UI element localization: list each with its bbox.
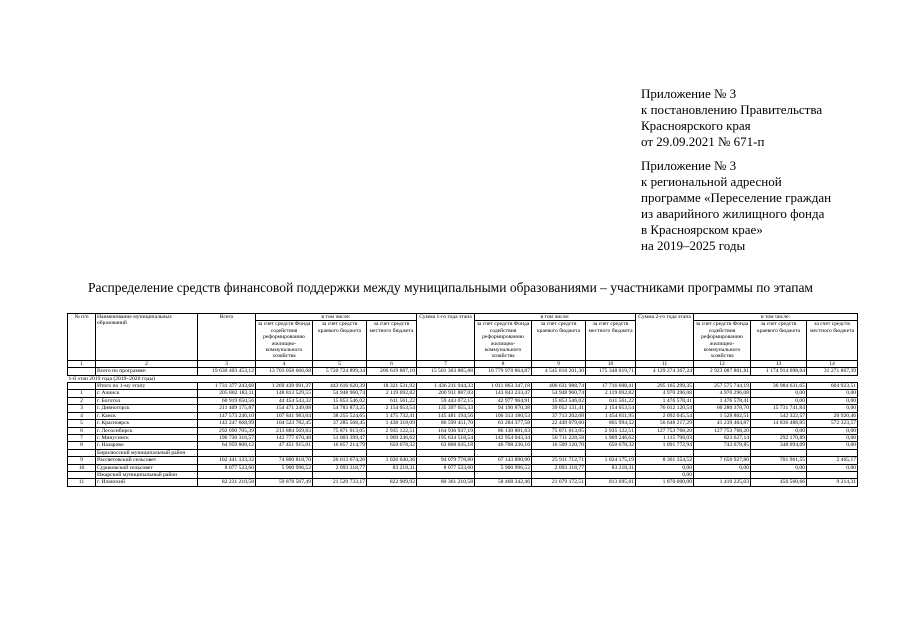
amount-cell: 5 720 724 899,34 (313, 368, 367, 375)
amount-cell: 20 920,46 (807, 412, 858, 419)
amount-cell: 0,00 (807, 464, 858, 471)
amount-cell: 9 214,31 (807, 479, 858, 486)
amount-cell (256, 471, 313, 478)
amount-cell: 295 165 299,35 (636, 383, 694, 390)
header-line: программе «Переселение граждан (641, 190, 832, 205)
row-number-cell: 10 (68, 464, 96, 471)
amount-cell: 611 561,22 (367, 397, 417, 404)
header-line: от 29.09.2021 № 671-п (641, 134, 765, 149)
amount-cell: 542 322,57 (751, 412, 807, 419)
amount-cell: 38 255 524,65 (313, 412, 367, 419)
table-row (68, 471, 858, 478)
amount-cell: 1 024 175,19 (586, 457, 636, 464)
amount-cell: 1 091 772,94 (636, 442, 694, 449)
amount-cell: 701 961,55 (751, 457, 807, 464)
amount-cell: 127 753 768,20 (694, 427, 751, 434)
amount-cell: 1 269 439 091,37 (256, 383, 313, 390)
program-total-row (68, 368, 858, 375)
col-header-fund: за счет средств Фонда содействия реформированию жилищно-коммунального хозяйства (256, 321, 313, 360)
amount-cell: 0,00 (751, 397, 807, 404)
table-row (68, 390, 858, 397)
column-index-cell: 14 (807, 360, 858, 367)
municipality-name-cell: г. Минусинск (96, 434, 198, 441)
column-index-cell: 13 (751, 360, 807, 367)
column-index-cell: 3 (198, 360, 256, 367)
amount-cell: 17 716 608,41 (586, 383, 636, 390)
amount-cell: 21 079 172,51 (532, 479, 586, 486)
municipality-name-cell: г. Лесосибирск (96, 427, 198, 434)
municipality-name-cell: г. Канск (96, 412, 198, 419)
amount-cell: 16 857 214,79 (313, 442, 367, 449)
amount-cell: 2 923 087 801,81 (694, 368, 751, 375)
col-header-including: в том числе: (256, 314, 417, 321)
stage-row (68, 375, 858, 382)
col-header-including: в том числе: (694, 314, 858, 321)
municipality-name-cell: г. Иланский (96, 479, 198, 486)
amount-cell: 213 884 569,83 (256, 427, 313, 434)
header-line: к региональной адресной (641, 174, 782, 189)
amount-cell: 75 871 013,05 (532, 427, 586, 434)
amount-cell: 104 523 782,45 (256, 420, 313, 427)
amount-cell: 650 678,32 (367, 442, 417, 449)
amount-cell (751, 471, 807, 478)
row-number-cell: 7 (68, 434, 96, 441)
table-row (68, 412, 858, 419)
amount-cell: 54 783 873,25 (313, 405, 367, 412)
col-header-year2-sum: Сумма 2-го года этапа (636, 314, 694, 361)
amount-cell: 154 471 249,08 (256, 405, 313, 412)
municipality-name-cell: Суриковский сельсовет (96, 464, 198, 471)
col-header-region: за счет средств краевого бюджета (532, 321, 586, 360)
col-header-local: за счет средств местного бюджета (807, 321, 858, 360)
amount-cell: 59 443 072,15 (417, 397, 475, 404)
table-row (68, 479, 858, 486)
header-line: из аварийного жилищного фонда (641, 206, 825, 221)
amount-cell: 195 634 518,54 (417, 434, 475, 441)
amount-cell: 1 011 863 347,18 (475, 383, 532, 390)
amount-cell: 822 909,92 (367, 479, 417, 486)
amount-cell (313, 449, 367, 456)
municipality-name-cell: г. Боготол (96, 397, 198, 404)
col-header-fund: за счет средств Фонда содействия реформированию жилищно-коммунального хозяйства (475, 321, 532, 360)
table-row (68, 449, 858, 456)
amount-cell: 2 935 122,51 (367, 427, 417, 434)
amount-cell: 0,00 (751, 427, 807, 434)
amount-cell: 443 616 620,39 (313, 383, 367, 390)
amount-cell (694, 449, 751, 456)
amount-cell: 19 630 403 453,12 (198, 368, 256, 375)
amount-cell: 86 599 451,70 (417, 420, 475, 427)
amount-cell: 813 695,61 (586, 479, 636, 486)
amount-cell: 18 321 531,92 (367, 383, 417, 390)
amount-cell: 1 174 914 698,04 (751, 368, 807, 375)
amount-cell: 31 271 867,39 (807, 368, 858, 375)
amount-cell: 572 323,57 (807, 420, 858, 427)
amount-cell: 76 012 120,54 (636, 405, 694, 412)
amount-cell (198, 449, 256, 456)
amount-cell: 0,00 (636, 464, 694, 471)
amount-cell: 8 361 354,52 (636, 457, 694, 464)
amount-cell (532, 471, 586, 478)
amount-cell: 211 409 175,87 (198, 405, 256, 412)
amount-cell: 80 361 210,58 (417, 479, 475, 486)
column-index-row (68, 360, 858, 367)
amount-cell: 142 954 043,34 (475, 434, 532, 441)
amount-cell: 865 994,52 (586, 420, 636, 427)
amount-cell: 2 465,17 (807, 457, 858, 464)
amount-cell: 205 882 183,11 (198, 390, 256, 397)
amount-cell: 83 218,31 (586, 464, 636, 471)
amount-cell: 46 708 236,16 (475, 442, 532, 449)
amount-cell: 67 143 890,90 (475, 457, 532, 464)
amount-cell: 102 441 133,32 (198, 457, 256, 464)
amount-cell (636, 449, 694, 456)
amount-cell: 50 711 228,58 (532, 434, 586, 441)
column-index-cell: 9 (532, 360, 586, 367)
municipality-name-cell: Итого по 1-му этапу (96, 383, 198, 390)
appendix-header-program (641, 158, 896, 254)
table-row (68, 383, 858, 390)
municipality-name-cell: г. Назарово (96, 442, 198, 449)
amount-cell: 148 813 529,55 (256, 390, 313, 397)
amount-cell: 54 948 960,74 (313, 390, 367, 397)
header-line: Приложение № 3 (641, 158, 737, 173)
amount-cell (475, 471, 532, 478)
amount-cell: 1 528 802,51 (694, 412, 751, 419)
amount-cell: 22 449 079,60 (532, 420, 586, 427)
header-line: Красноярского края (641, 118, 751, 133)
amount-cell: 7 656 927,80 (694, 457, 751, 464)
amount-cell: 1 438 318,09 (367, 420, 417, 427)
amount-cell: 15 853 546,02 (532, 397, 586, 404)
row-number-cell: 3 (68, 405, 96, 412)
row-number-cell: 11 (68, 479, 96, 486)
row-number-cell: 4 (68, 412, 96, 419)
amount-cell: 1 475 732,41 (367, 412, 417, 419)
amount-cell: 0,00 (807, 442, 858, 449)
amount-cell: 44 454 543,32 (256, 397, 313, 404)
amount-cell: 175 348 019,71 (586, 368, 636, 375)
row-number-cell: 9 (68, 457, 96, 464)
amount-cell: 292 690 705,39 (198, 427, 256, 434)
amount-cell: 1 969 246,62 (586, 434, 636, 441)
col-header-including: в том числе: (475, 314, 636, 321)
amount-cell: 16 509 120,70 (532, 442, 586, 449)
amount-cell: 14 836 488,85 (751, 420, 807, 427)
amount-cell: 0,00 (751, 390, 807, 397)
table-row (68, 427, 858, 434)
amount-cell: 60 919 650,56 (198, 397, 256, 404)
amount-cell (367, 449, 417, 456)
amount-cell: 21 529 733,17 (313, 479, 367, 486)
amount-cell: 0,00 (807, 405, 858, 412)
amount-cell: 106 313 180,53 (475, 412, 532, 419)
amount-cell: 257 575 744,19 (694, 383, 751, 390)
row-number-cell: 6 (68, 427, 96, 434)
table-body (68, 360, 858, 486)
municipality-name-cell: Бирилюсский муниципальный район (96, 449, 198, 456)
amount-cell: 200 911 887,03 (417, 390, 475, 397)
col-header-year1-sum: Сумма 1-го года этапа (417, 314, 475, 361)
amount-cell: 143 247 668,99 (198, 420, 256, 427)
amount-cell: 54 948 960,74 (532, 390, 586, 397)
amount-cell: 611 561,22 (586, 397, 636, 404)
amount-cell (417, 449, 475, 456)
amount-cell (256, 449, 313, 456)
amount-cell: 143 843 233,47 (475, 390, 532, 397)
amount-cell: 60 280 378,70 (694, 405, 751, 412)
amount-cell: 47 451 915,01 (256, 442, 313, 449)
amount-cell (475, 449, 532, 456)
amount-cell: 5 900 996,52 (256, 464, 313, 471)
amount-cell: 15 853 546,02 (313, 397, 367, 404)
col-header-local: за счет средств местного бюджета (586, 321, 636, 360)
amount-cell: 4 970 296,08 (694, 390, 751, 397)
amount-cell: 107 841 983,04 (256, 412, 313, 419)
table-head (68, 314, 858, 361)
amount-cell: 604 923,51 (807, 383, 858, 390)
amount-cell: 650 678,32 (586, 442, 636, 449)
table-row (68, 405, 858, 412)
amount-cell: 36 984 631,65 (751, 383, 807, 390)
amount-cell: 0,00 (751, 464, 807, 471)
column-index-cell: 8 (475, 360, 532, 367)
amount-cell (367, 471, 417, 478)
amount-cell (586, 449, 636, 456)
amount-cell: 1 410 225,03 (694, 479, 751, 486)
amount-cell: 1 026 640,36 (367, 457, 417, 464)
amount-cell: 2 093 318,77 (313, 464, 367, 471)
amount-cell: 2 119 692,82 (367, 390, 417, 397)
amount-cell: 1 870 000,00 (636, 479, 694, 486)
header-line: Приложение № 3 (641, 86, 737, 101)
amount-cell (586, 471, 636, 478)
row-number-cell (68, 449, 96, 456)
amount-cell: 15 501 303 885,88 (417, 368, 475, 375)
header-line: в Красноярском крае» (641, 222, 763, 237)
col-header-total: Всего (198, 314, 256, 361)
table-row (68, 464, 858, 471)
municipality-name-cell: г. Красноярск (96, 420, 198, 427)
amount-cell: 292 170,89 (751, 434, 807, 441)
appendix-header-government-decree (641, 86, 896, 150)
row-number-cell (68, 471, 96, 478)
distribution-table (67, 313, 858, 487)
amount-cell: 83 218,31 (367, 464, 417, 471)
amount-cell: 5 900 996,52 (475, 464, 532, 471)
amount-cell: 51 003 399,47 (313, 434, 367, 441)
column-index-cell: 10 (586, 360, 636, 367)
amount-cell: 0,00 (807, 427, 858, 434)
amount-cell (807, 471, 858, 478)
col-header-number: № п/п (68, 314, 96, 361)
amount-cell: 42 977 964,91 (475, 397, 532, 404)
amount-cell: 1 731 377 243,68 (198, 383, 256, 390)
document-title: Распределение средств финансовой поддержки между муниципальными образованиями – участниками программы по этапам (88, 280, 813, 295)
amount-cell: 0,00 (807, 434, 858, 441)
table-row (68, 457, 858, 464)
col-header-local: за счет средств местного бюджета (367, 321, 417, 360)
row-number-cell (68, 383, 96, 390)
table-row (68, 442, 858, 449)
amount-cell: 0,00 (694, 464, 751, 471)
row-number-cell: 5 (68, 420, 96, 427)
amount-cell: 147 573 240,10 (198, 412, 256, 419)
amount-cell: 145 481 194,56 (417, 412, 475, 419)
amount-cell: 26 613 674,26 (313, 457, 367, 464)
amount-cell: 4 545 810 201,30 (532, 368, 586, 375)
row-number-cell: 1 (68, 390, 96, 397)
column-index-cell: 2 (96, 360, 198, 367)
row-number-cell: 8 (68, 442, 96, 449)
amount-cell: 1 454 811,95 (586, 412, 636, 419)
amount-cell: 206 619 887,10 (367, 368, 417, 375)
amount-cell: 64 959 808,12 (198, 442, 256, 449)
amount-cell: 743 678,85 (694, 442, 751, 449)
amount-cell: 63 868 035,18 (417, 442, 475, 449)
amount-cell: 41 239 404,87 (694, 420, 751, 427)
amount-cell: 143 777 670,48 (256, 434, 313, 441)
amount-cell (417, 471, 475, 478)
amount-cell (751, 449, 807, 456)
column-index-cell: 6 (367, 360, 417, 367)
amount-cell: 15 731 741,84 (751, 405, 807, 412)
amount-cell: 1 476 578,41 (636, 397, 694, 404)
amount-cell: 127 753 768,20 (636, 427, 694, 434)
amount-cell: 58 468 342,46 (475, 479, 532, 486)
amount-cell (694, 471, 751, 478)
amount-cell: 2 119 692,82 (586, 390, 636, 397)
column-index-cell: 7 (417, 360, 475, 367)
amount-cell: 2 154 053,54 (367, 405, 417, 412)
amount-cell: 37 713 202,08 (532, 412, 586, 419)
amount-cell: 0,00 (636, 471, 694, 478)
municipality-name-cell: г. Ачинск (96, 390, 198, 397)
amount-cell: 164 936 937,19 (417, 427, 475, 434)
header-line: на 2019–2025 годы (641, 238, 746, 253)
amount-cell: 37 285 568,45 (313, 420, 367, 427)
header-line: к постановлению Правительства (641, 102, 823, 117)
amount-cell: 25 911 712,71 (532, 457, 586, 464)
amount-cell (198, 471, 256, 478)
amount-cell: 823 627,14 (694, 434, 751, 441)
amount-cell: 135 397 055,33 (417, 405, 475, 412)
column-index-cell: 1 (68, 360, 96, 367)
amount-cell: 196 730 316,57 (198, 434, 256, 441)
amount-cell: 1 436 211 944,33 (417, 383, 475, 390)
amount-cell: 2 935 122,51 (586, 427, 636, 434)
amount-cell: 63 284 377,58 (475, 420, 532, 427)
amount-cell: 8 077 533,60 (198, 464, 256, 471)
amount-cell: 406 631 988,74 (532, 383, 586, 390)
stage-label: 1-й этап 2019 года (2019–2020 годы) (68, 375, 858, 382)
municipality-name-cell: Ижарский муниципальный район (96, 471, 198, 478)
col-header-municipality: Наименование муниципальных образований (96, 314, 198, 361)
row-number-cell: 2 (68, 397, 96, 404)
amount-cell (807, 449, 858, 456)
amount-cell: 0,00 (807, 397, 858, 404)
amount-cell: 0,00 (807, 390, 858, 397)
amount-cell: 2 093 318,77 (532, 464, 586, 471)
amount-cell (313, 471, 367, 478)
municipality-name-cell: Рассветовский сельсовет (96, 457, 198, 464)
column-index-cell: 11 (636, 360, 694, 367)
column-index-cell: 5 (313, 360, 367, 367)
amount-cell: 13 703 058 666,68 (256, 368, 313, 375)
amount-cell: 10 779 970 864,87 (475, 368, 532, 375)
amount-cell: 39 052 131,41 (532, 405, 586, 412)
amount-cell: 59 878 567,49 (256, 479, 313, 486)
amount-cell: 1 115 798,03 (636, 434, 694, 441)
amount-cell: 75 871 013,05 (313, 427, 367, 434)
row-number-cell (68, 368, 96, 375)
amount-cell (532, 449, 586, 456)
amount-cell: 4 970 296,08 (636, 390, 694, 397)
municipality-name-cell: г. Дивногорск (96, 405, 198, 412)
amount-cell: 4 129 274 367,24 (636, 368, 694, 375)
amount-cell: 2 154 053,54 (586, 405, 636, 412)
amount-cell: 82 231 210,58 (198, 479, 256, 486)
col-header-fund: за счет средств Фонда содействия реформированию жилищно-коммунального хозяйства (694, 321, 751, 360)
amount-cell: 74 800 818,70 (256, 457, 313, 464)
amount-cell: 86 130 801,63 (475, 427, 532, 434)
col-header-region: за счет средств краевого бюджета (751, 321, 807, 360)
amount-cell: 450 560,66 (751, 479, 807, 486)
table-row (68, 434, 858, 441)
amount-cell: 94 079 778,80 (417, 457, 475, 464)
amount-cell: 348 094,09 (751, 442, 807, 449)
col-header-region: за счет средств краевого бюджета (313, 321, 367, 360)
table-row (68, 397, 858, 404)
amount-cell: 56 648 217,29 (636, 420, 694, 427)
amount-cell: 1 476 578,41 (694, 397, 751, 404)
amount-cell: 1 969 246,62 (367, 434, 417, 441)
amount-cell: 2 092 045,54 (636, 412, 694, 419)
column-index-cell: 12 (694, 360, 751, 367)
municipality-name-cell: Всего по программе: (96, 368, 198, 375)
column-index-cell: 4 (256, 360, 313, 367)
amount-cell: 94 190 870,38 (475, 405, 532, 412)
table-row (68, 420, 858, 427)
amount-cell: 8 077 533,60 (417, 464, 475, 471)
